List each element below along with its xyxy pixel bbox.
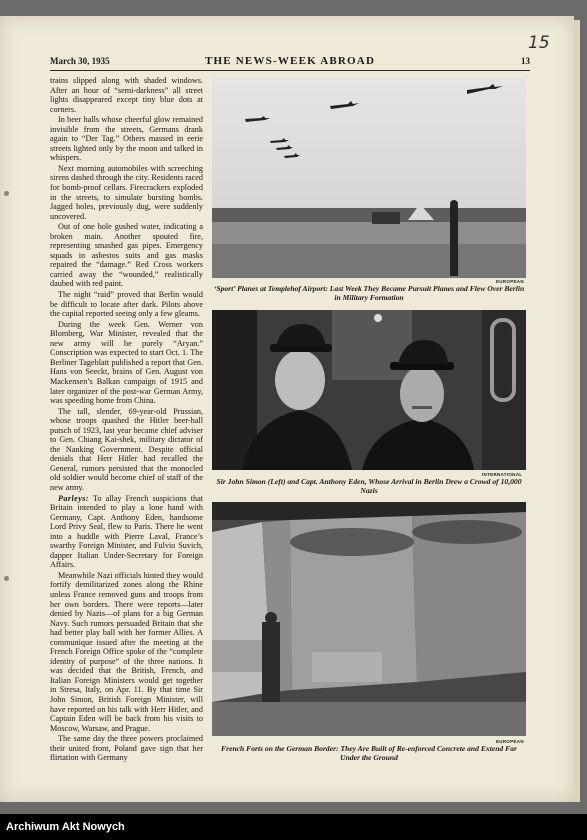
binding-hole — [4, 576, 9, 581]
archive-name: Archiwum Akt Nowych — [6, 821, 125, 833]
article-paragraph: trains slipped along with shaded windows. After an hour of “semi-darkness” all street lights disappeared except tiny blue dots at corners. — [50, 76, 203, 114]
article-paragraph-text: To allay French suspicions that Britain intended to play a lone hand with Germany, Capt. Anthony Eden, handsome Lord Privy Seal, flew to Paris. There he went into a huddle with Pierre Laval, France’s swarthy Foreign Minister, and Fulvio Suvich, dapper Italian Under-Secretary for Foreign Affairs. — [50, 493, 203, 570]
binding-holes — [4, 16, 10, 802]
photo-credit: EUROPEAN — [496, 279, 524, 284]
article-paragraph: During the week Gen. Werner von Blomberg, War Minister, revealed that the new army will be purely “Aryan.” Conscription was expected to start Oct. 1. The Berliner Tageblatt published a report that Gen. Hans von Seeckt, brains of Gen. August von Mackensen’s Balkan campaign of 1915 and later organizer of the post-war German Army, was speeding home from China. — [50, 319, 203, 406]
photo-french-forts — [212, 502, 526, 736]
running-header — [50, 56, 530, 71]
article-paragraph: The same day the three powers proclaimed their united front, Poland gave sign that her flirtation with Germany — [50, 734, 203, 763]
forts-photo-image — [212, 502, 526, 736]
article-paragraph: Next morning automobiles with screeching sirens dashed through the city. Residents raced for bomb-proof cellars. Firecrackers exploded in the streets, to simulate bursting bombs. Jagged holes, previously dug, were suddenly uncovered. — [50, 163, 203, 221]
article-paragraph: The night “raid” proved that Berlin would be difficult to locate after dark. Pilots above the capital reported seeing only a few gleams. — [50, 290, 203, 319]
photo-caption: Sir John Simon (Left) and Capt. Anthony Eden, Whose Arrival in Berlin Drew a Crowd of 10,000 Nazis — [216, 477, 522, 495]
article-paragraph: Meanwhile Nazi officials hinted they would fortify demilitarized zones along the Rhine unless France removed guns and troops from her own borders. There were reports—later denied by Nazis—of plans for a big German Navy. Such rumors persuaded Britain that she had better play ball with her former Allies. A communique issued after the meeting at the French Foreign Office spoke of the “complete identity of purpose” of the three nations. It was decided that the British, French, and Italian Foreign Ministers would get together in Stresa, Italy, on Apr. 11. By that time Sir John Simon, British Foreign Minister, will have reported on his talk with Herr Hitler, and Captain Eden will be back from his visits to Moscow, Warsaw, and Prague. — [50, 570, 203, 733]
photo-credit: INTERNATIONAL — [482, 472, 523, 477]
photo-simon-eden — [212, 310, 526, 470]
photo-credit: EUROPEAN — [496, 739, 524, 744]
article-paragraph: In beer halls whose cheerful glow remained invisible from the streets, Germans drank again to “Der Tag.” Others massed in eerie streets lighted only by the moon and talked in whispers. — [50, 115, 203, 163]
article-paragraph: Out of one hole gushed water, indicating a broken main. Another spouted fire, representing smashed gas pipes. Emergency squads in asbestos suits and gas masks repaired the “damage.” Red Cross workers carried away the “wounded,” realistically daubed with red paint. — [50, 222, 203, 289]
photo-planes-templehof — [212, 78, 526, 278]
article-column — [50, 76, 203, 763]
portrait-photo-image — [212, 310, 526, 470]
archive-footer — [0, 814, 587, 840]
handwritten-page-number: 15 — [528, 33, 550, 53]
photo-caption: ‘Sport’ Planes at Templehof Airport: Last Week They Became Pursuit Planes and Flew Over Berlin in Military Formation — [213, 284, 525, 302]
article-paragraph-parleys — [50, 494, 203, 570]
binding-hole — [4, 191, 9, 196]
magazine-section-title: THE NEWS-WEEK ABROAD — [205, 55, 376, 67]
page-edge — [574, 20, 580, 802]
planes-photo-image — [212, 78, 526, 278]
page-number: 13 — [521, 56, 530, 66]
issue-date: March 30, 1935 — [50, 56, 110, 66]
runin-heading: Parleys: — [58, 493, 89, 503]
article-paragraph: The tall, slender, 69-year-old Prussian, whose troops quashed the Hitler beer-hall putsch of 1923, last year became chief adviser to Gen. Chiang Kai-shek, military dictator of the Nanking Government. Despite official denials that Herr Hitler had recalled the General, rumors persisted that the monocled old soldier would become chief of staff of the new army. — [50, 406, 203, 492]
photo-caption: French Forts on the German Border: They Are Built of Re-enforced Concrete and Extend Far Under the Ground — [221, 744, 517, 762]
